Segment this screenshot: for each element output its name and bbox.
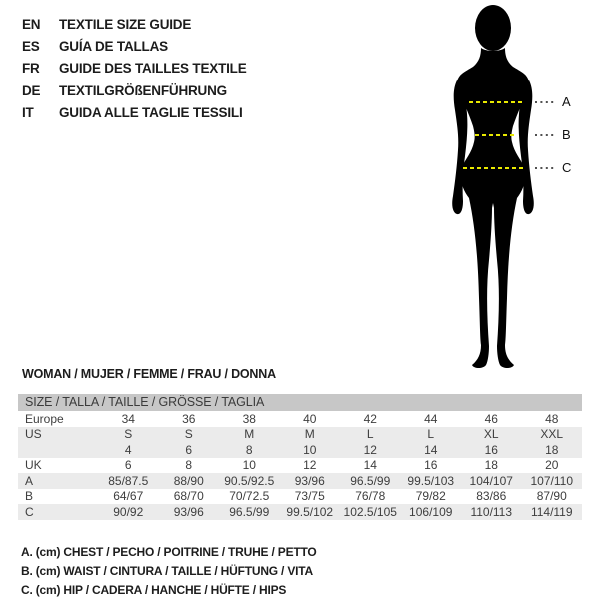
size-cell: 44	[424, 411, 438, 426]
table-row-hip-c	[18, 504, 582, 520]
measurement-notes	[21, 543, 317, 600]
table-row-uk	[18, 458, 582, 474]
language-label: GUÍA DE TALLAS	[59, 38, 168, 54]
size-cell: 106/109	[409, 504, 453, 519]
row-label: C	[25, 504, 34, 519]
size-cell: L	[366, 427, 374, 442]
size-cell: 68/70	[173, 489, 204, 504]
woman-silhouette-icon	[415, 2, 575, 374]
table-row-us-numeric	[18, 442, 582, 458]
row-label: Europe	[25, 411, 64, 426]
size-cell: 12	[303, 458, 317, 473]
row-label: UK	[25, 458, 42, 473]
size-cell: 10	[242, 458, 256, 473]
size-cell: 107/110	[530, 473, 573, 488]
language-row-it	[22, 101, 247, 123]
language-label: TEXTILGRÖßENFÜHRUNG	[59, 82, 227, 98]
language-code: ES	[22, 38, 40, 54]
size-cell: 73/75	[294, 489, 325, 504]
size-cell: 14	[363, 458, 377, 473]
note-hip: C. (cm) HIP / CADERA / HANCHE / HÜFTE / HIPS	[21, 583, 287, 597]
size-cell: 104/107	[469, 473, 513, 488]
size-cell: 79/82	[415, 489, 446, 504]
language-row-en	[22, 13, 247, 35]
size-cell: 90/92	[113, 504, 144, 519]
table-row-chest-a	[18, 473, 582, 489]
size-cell: 20	[545, 458, 559, 473]
row-label: B	[25, 489, 34, 504]
table-row-us	[18, 427, 582, 443]
size-cell: M	[244, 427, 255, 442]
size-cell: 114/119	[530, 504, 573, 519]
size-cell: 48	[545, 411, 559, 426]
size-cell: 34	[121, 411, 135, 426]
size-cell: 93/96	[294, 473, 325, 488]
hip-callout-label: C	[562, 160, 572, 175]
size-cell: 10	[303, 442, 317, 457]
size-cell: 96.5/99	[229, 504, 270, 519]
language-row-es	[22, 35, 247, 57]
size-cell: 36	[182, 411, 196, 426]
size-cell: 6	[124, 458, 132, 473]
note-chest: A. (cm) CHEST / PECHO / POITRINE / TRUHE / PETTO	[21, 545, 317, 559]
size-cell: 76/78	[355, 489, 386, 504]
size-cell: L	[427, 427, 435, 442]
table-row-europe	[18, 411, 582, 427]
table-row-waist-b	[18, 489, 582, 505]
size-cell: 40	[303, 411, 317, 426]
body-measurement-diagram	[415, 2, 575, 374]
size-cell: 18	[545, 442, 559, 457]
size-table-header: SIZE / TALLA / TAILLE / GRÖSSE / TAGLIA	[18, 394, 582, 411]
size-cell: 14	[424, 442, 438, 457]
size-cell: 64/67	[113, 489, 144, 504]
row-label: US	[25, 427, 42, 442]
size-cell: 99.5/102	[286, 504, 334, 519]
size-cell: 99.5/103	[407, 473, 455, 488]
size-cell: M	[304, 427, 315, 442]
size-cell: 90.5/92.5	[224, 473, 275, 488]
language-code: FR	[22, 60, 40, 76]
size-cell: 8	[185, 458, 193, 473]
language-code: DE	[22, 82, 41, 98]
size-cell: 87/90	[536, 489, 567, 504]
size-cell: 8	[245, 442, 253, 457]
language-label: GUIDE DES TAILLES TEXTILE	[59, 60, 247, 76]
size-cell: 38	[242, 411, 256, 426]
chest-callout-label: A	[562, 94, 571, 109]
size-cell: 102.5/105	[343, 504, 397, 519]
size-cell: 96.5/99	[350, 473, 391, 488]
size-cell: 12	[363, 442, 377, 457]
size-cell: S	[124, 427, 133, 442]
size-cell: 70/72.5	[229, 489, 270, 504]
size-cell: 93/96	[173, 504, 204, 519]
size-cell: 110/113	[470, 504, 513, 519]
note-waist: B. (cm) WAIST / CINTURA / TAILLE / HÜFTUNG / VITA	[21, 564, 313, 578]
size-cell: 16	[424, 458, 438, 473]
language-list	[22, 13, 247, 123]
size-cell: 6	[185, 442, 193, 457]
size-cell: 4	[124, 442, 132, 457]
language-row-fr	[22, 57, 247, 79]
size-cell: 42	[363, 411, 377, 426]
language-row-de	[22, 79, 247, 101]
row-label: A	[25, 473, 34, 488]
size-cell: S	[184, 427, 193, 442]
language-code: IT	[22, 104, 34, 120]
size-cell: 18	[484, 458, 498, 473]
size-cell: XXL	[540, 427, 564, 442]
size-cell: 46	[484, 411, 498, 426]
size-table	[18, 394, 582, 520]
language-label: GUIDA ALLE TAGLIE TESSILI	[59, 104, 243, 120]
size-cell: 85/87.5	[108, 473, 149, 488]
language-code: EN	[22, 16, 41, 32]
waist-callout-label: B	[562, 127, 571, 142]
size-cell: 16	[484, 442, 498, 457]
size-cell: 88/90	[173, 473, 204, 488]
language-label: TEXTILE SIZE GUIDE	[59, 16, 192, 32]
section-title-woman: WOMAN / MUJER / FEMME / FRAU / DONNA	[22, 367, 276, 381]
size-cell: XL	[483, 427, 499, 442]
size-cell: 83/86	[476, 489, 507, 504]
